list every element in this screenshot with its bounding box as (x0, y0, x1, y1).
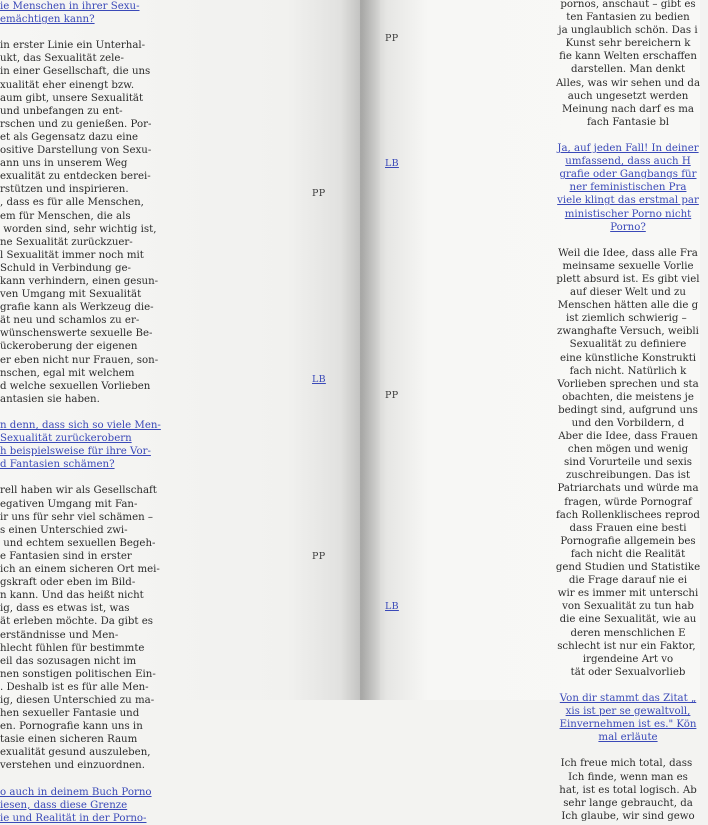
answer-line: em für Menschen, die als (0, 210, 131, 222)
answer-line: und unbefangen zu ent- (0, 105, 123, 117)
answer-line: deren menschlichen E (570, 627, 686, 639)
answer-line: Schuld in Verbindung ge- (0, 262, 131, 274)
paragraph-spacer (548, 744, 708, 757)
answer-line: . Deshalb ist es für alle Men- (0, 681, 149, 693)
answer-line: exualität zu entdecken berei- (0, 171, 151, 183)
answer-line: gskraft oder eben im Bild- (0, 577, 136, 589)
answer-line: , dass es für alle Menschen, (0, 197, 144, 209)
answer-line: et als Gegensatz dazu eine (0, 131, 139, 143)
answer-line: antasien sie haben. (0, 393, 100, 405)
answer-line: plett absurd ist. Es gibt viel (556, 273, 700, 285)
answer-line: pornos, anschaut – gibt es (560, 0, 696, 10)
answer-line: worden sind, sehr wichtig ist, (0, 223, 157, 235)
answer-line: xualität eher einengt bzw. (0, 79, 135, 91)
margin-note-pp: PP (312, 188, 326, 199)
answer-line: Ich glaube, wir sind gewo (561, 810, 695, 822)
question-line: Ja, auf jeden Fall! In deiner (557, 143, 699, 155)
answer-line: eil das sozusagen nicht im (0, 655, 137, 667)
answer-line: von Sexualität zu tun hab (562, 601, 694, 613)
question-line: iesen, dass diese Grenze (0, 799, 128, 811)
answer-line: bedingt sind, aufgrund uns (558, 404, 698, 416)
answer-line: ich an einem sicheren Ort mei- (0, 564, 160, 576)
answer-line: fie kann Welten erschaffen (559, 51, 697, 63)
answer-line: die eine Sexualität, wie au (559, 614, 697, 626)
answer-line: sehr lange gebraucht, da (563, 797, 693, 809)
answer-line: in erster Linie ein Unterhal- (0, 40, 146, 52)
answer-line: Patriarchats und würde ma (557, 483, 699, 495)
answer-line: ät erleben möchte. Da gibt es (0, 616, 153, 628)
answer-line: s einen Unterschied zwi- (0, 524, 128, 536)
answer-line: fach Rollenklischees reprod (556, 509, 700, 521)
right-text-column (548, 0, 708, 823)
answer-line: Ich finde, wenn man es (568, 771, 688, 783)
answer-line: ann uns in unserem Weg (0, 158, 128, 170)
answer-line: chen mögen und wenig (567, 444, 689, 456)
question-line: mal erläute (598, 732, 658, 744)
answer-line: grafie kann als Werkzeug die- (0, 302, 154, 314)
question-line: ie Menschen in ihrer Sexu- (0, 1, 140, 12)
answer-line: gend Studien und Statistike (555, 562, 701, 574)
answer-line: Vorlieben sprechen und sta (557, 378, 699, 390)
answer-line: obachten, die meistens je (562, 391, 694, 403)
margin-note-lb: LB (385, 158, 399, 169)
answer-line: tasie einen sicheren Raum (0, 734, 138, 746)
answer-line: irgendeine Art vo (582, 653, 674, 665)
answer-line: und den Vorbildern, d (571, 418, 685, 429)
answer-line: en. Pornografie kann uns in (0, 721, 143, 733)
answer-line: fach nicht die Realität (570, 548, 686, 560)
answer-line: sind Vorurteile und sexis (564, 457, 692, 469)
question-line: n denn, dass sich so viele Men- (0, 420, 161, 431)
answer-line: rstützen und inspirieren. (0, 184, 129, 196)
paragraph-spacer (548, 679, 708, 692)
answer-line: Meinung nach darf es ma (561, 103, 694, 115)
answer-line: hlecht fühlen für bestimmte (0, 642, 145, 654)
question-line: ner feministischen Pra (569, 182, 687, 194)
paragraph-spacer (0, 773, 140, 786)
answer-line: ne Sexualität zurückzuer- (0, 236, 133, 248)
answer-line: ückeroberung der eigenen (0, 341, 138, 353)
answer-line: e Fantasien sind in erster (0, 550, 132, 562)
answer-line: und echtem sexuellen Begeh- (0, 537, 156, 549)
answer-line: fragen, würde Pornograf (564, 496, 692, 508)
answer-line: hat, ist es total logisch. Ab (559, 784, 697, 796)
margin-note-pp: PP (385, 33, 399, 44)
answer-line: zwanghafte Versuch, weibli (557, 326, 699, 338)
answer-line: nen sonstigen politischen Ein- (0, 668, 156, 680)
answer-line: Aber die Idee, dass Frauen (558, 431, 698, 443)
answer-line: fach nicht. Natürlich k (569, 365, 687, 377)
answer-line: ät neu und schamlos zu er- (0, 315, 140, 327)
question-line: o auch in deinem Buch Porno (0, 786, 152, 798)
question-line: ie und Realität in der Porno- (0, 812, 147, 824)
answer-line: ig, dass es etwas ist, was (0, 603, 130, 615)
answer-line: er eben nicht nur Frauen, son- (0, 354, 159, 366)
answer-line: schlecht ist nur ein Faktor, (557, 640, 699, 652)
answer-line: rell haben wir als Gesellschaft (0, 485, 157, 497)
question-line: Einvernehmen ist es." Kön (559, 719, 697, 731)
answer-line: Pornografie allgemein bes (560, 535, 696, 547)
answer-line: erständnisse und Men- (0, 629, 119, 641)
answer-line: die Frage darauf nie ei (568, 575, 688, 587)
answer-line: ig, diesen Unterschied zu ma- (0, 694, 155, 706)
answer-line: rschen und zu genießen. Por- (0, 118, 152, 130)
answer-line: zuschreibungen. Das ist (565, 470, 691, 482)
paragraph-spacer (0, 471, 140, 484)
answer-line: Weil die Idee, dass alle Fra (558, 247, 698, 259)
margin-note-pp: PP (312, 551, 326, 562)
answer-line: darstellen. Man denkt (570, 64, 686, 76)
answer-line: verstehen und einzuordnen. (0, 760, 145, 772)
question-line: Porno? (610, 221, 646, 233)
answer-line: aum gibt, unsere Sexualität (0, 92, 144, 104)
question-line: emächtigen kann? (0, 14, 95, 26)
answer-line: in einer Gesellschaft, die uns (0, 66, 151, 78)
answer-line: auch ungesetzt werden (567, 90, 689, 102)
answer-line: l Sexualität immer noch mit (0, 249, 144, 261)
question-line: Von dir stammt das Zitat „ (559, 692, 697, 704)
question-line: xis ist per se gewaltvoll, (565, 706, 691, 718)
paragraph-spacer (548, 234, 708, 247)
question-line: Sexualität zurückerobern (0, 433, 132, 445)
question-line: umfassend, dass auch H (565, 156, 691, 168)
answer-line: meinsame sexuelle Vorlie (562, 260, 694, 272)
answer-line: dass Frauen eine besti (569, 522, 687, 534)
paragraph-spacer (548, 129, 708, 142)
margin-note-lb: LB (312, 374, 326, 385)
answer-line: Ich freue mich total, dass (560, 758, 696, 770)
answer-line: d welche sexuellen Vorlieben (0, 380, 151, 392)
answer-line: ist ziemlich schwierig – (566, 313, 690, 325)
answer-line: Sexualität zu definiere (569, 339, 687, 351)
answer-line: ositive Darstellung von Sexu- (0, 145, 152, 157)
left-text-column (0, 0, 161, 825)
answer-line: Menschen hätten alle die g (557, 300, 699, 312)
question-line: grafie oder Gangbangs für (559, 169, 697, 181)
answer-line: Alles, was wir sehen und da (555, 77, 701, 89)
answer-line: egativen Umgang mit Fan- (0, 498, 138, 510)
question-line: ministischer Porno nicht (564, 208, 692, 220)
answer-line: kann verhindern, einen gesun- (0, 275, 159, 287)
question-line: d Fantasien schämen? (0, 459, 115, 471)
margin-note-pp: PP (385, 390, 399, 401)
answer-line: ven Umgang mit Sexualität (0, 289, 142, 301)
question-line: viele klingt das erstmal par (557, 195, 699, 207)
answer-line: fach Fantasie bl (586, 116, 670, 128)
answer-line: ten Fantasien zu bedien (566, 12, 690, 24)
answer-line: ukt, das Sexualität zele- (0, 53, 124, 65)
answer-line: wünschenswerte sexuelle Be- (0, 328, 153, 340)
answer-line: Kunst sehr bereichern k (565, 38, 691, 50)
answer-line: ja unglaublich schön. Das i (558, 25, 698, 37)
book-gutter-shadow (340, 0, 380, 700)
answer-line: auf dieser Welt und zu (570, 287, 686, 299)
margin-note-lb: LB (385, 601, 399, 612)
question-line: h beispielsweise für ihre Vor- (0, 446, 151, 458)
answer-line: hen sexueller Fantasie und (0, 708, 140, 720)
answer-line: tät oder Sexualvorlieb (570, 666, 686, 678)
answer-line: wir es immer mit unterschi (557, 588, 699, 600)
answer-line: eine künstliche Konstrukti (559, 352, 697, 364)
answer-line: exualität gesund auszuleben, (0, 747, 151, 759)
answer-line: ir uns für sehr viel schämen – (0, 511, 154, 523)
answer-line: n kann. Und das heißt nicht (0, 590, 144, 602)
answer-line: nschen, egal mit welchem (0, 367, 135, 379)
paragraph-spacer (0, 26, 140, 39)
paragraph-spacer (0, 406, 140, 419)
